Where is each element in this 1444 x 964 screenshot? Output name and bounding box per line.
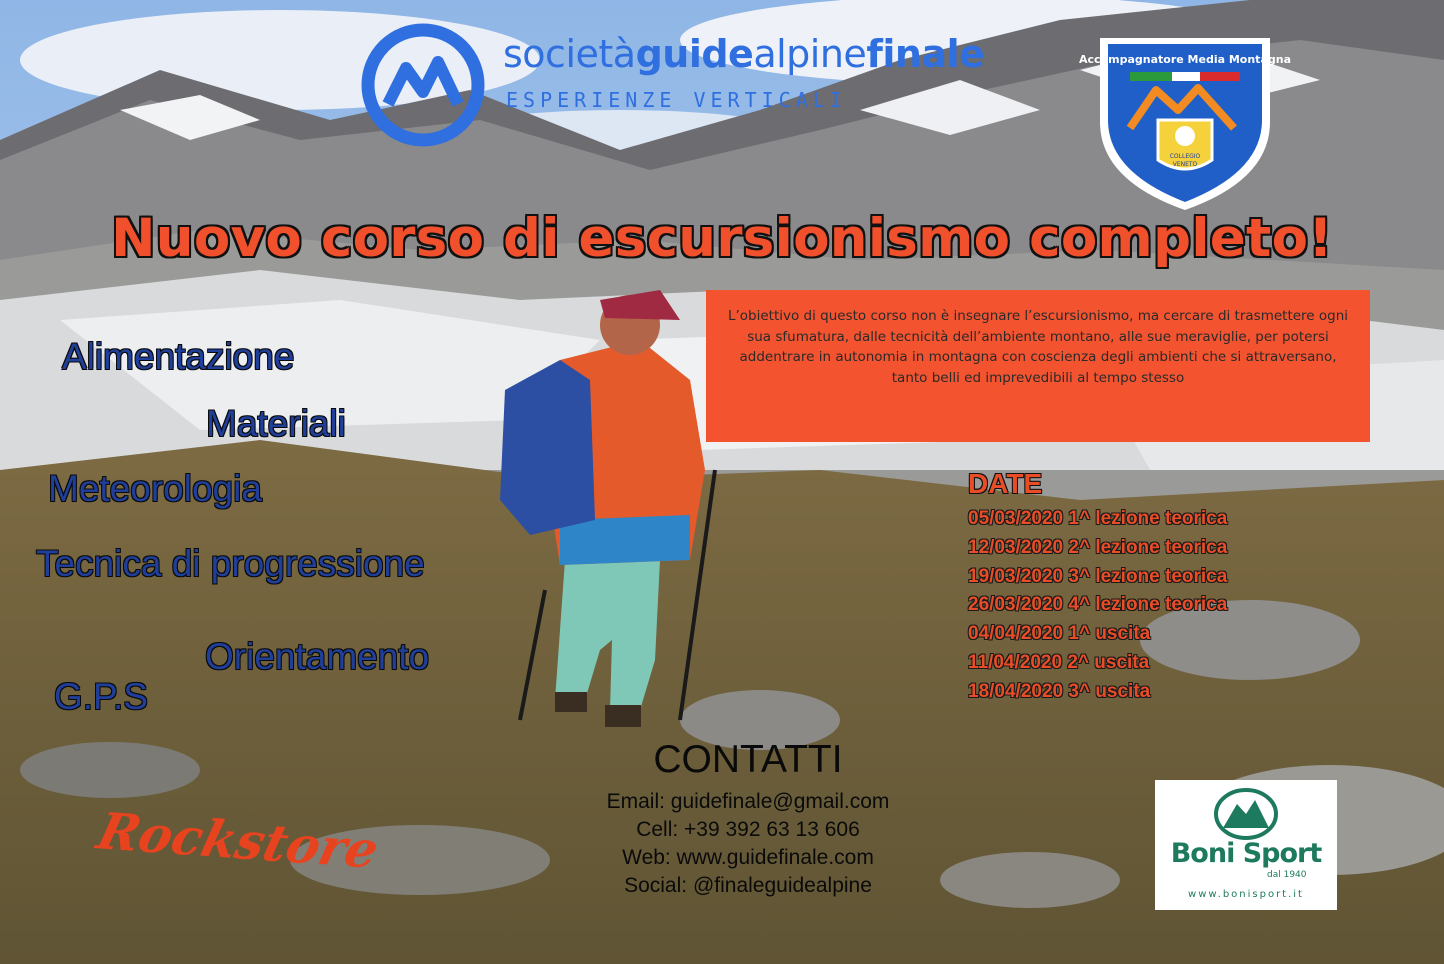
contact-web: Web: www.guidefinale.com [622, 846, 874, 869]
date-item: 04/04/2020 1^ uscita [968, 623, 1151, 645]
topic-tecnica-di-progressione: Tecnica di progressione [36, 543, 425, 584]
topic-alimentazione: Alimentazione [62, 336, 295, 377]
svg-text:COLLEGIO: COLLEGIO [1169, 153, 1201, 160]
dates-list [968, 505, 1227, 707]
boni-mountain-icon [1213, 788, 1279, 840]
collegio-badge-logo [1079, 30, 1291, 214]
svg-text:VENETO: VENETO [1172, 161, 1198, 168]
date-item: 18/04/2020 3^ uscita [968, 680, 1151, 702]
society-tagline: ESPERIENZE VERTICALI [506, 88, 847, 112]
date-item: 05/03/2020 1^ lezione teorica [968, 508, 1228, 529]
svg-text:Accompagnatore Media Montagna: Accompagnatore Media Montagna [1079, 53, 1291, 66]
page-title: Nuovo corso di escursionismo completo! [111, 208, 1333, 269]
mountain-logo-icon [360, 22, 486, 148]
date-item: 26/03/2020 4^ lezione teorica [968, 594, 1228, 616]
boni-sport-url: www.bonisport.it [1188, 889, 1304, 900]
boni-sport-name: Boni Sport [1170, 838, 1322, 869]
contact-social: Social: @finaleguidealpine [624, 874, 872, 897]
course-description: L’obiettivo di questo corso non è insegnare l’escursionismo, ma cercare di trasmettere ogni sua sfumatura, dalle tecnicità dell’ambiente montano, alle sue meraviglie, per potersi addentrare in autonomia in montagna con coscienza degli ambienti che si attraversano, tanto belli ed imprevedibili al tempo stesso [706, 290, 1370, 442]
rockstore-logo [91, 790, 385, 880]
date-item: 12/03/2020 2^ lezione teorica [968, 536, 1228, 558]
boni-sport-since: dal 1940 [1267, 870, 1307, 880]
contact-email: Email: guidefinale@gmail.com [606, 790, 890, 813]
topic-orientamento: Orientamento [205, 636, 430, 677]
contact-cell: Cell: +39 392 63 13 606 [636, 818, 860, 841]
dates-heading: DATE [968, 468, 1043, 499]
contacts-list [520, 788, 976, 900]
topic-gps: G.P.S [54, 676, 148, 717]
topic-materiali: Materiali [206, 403, 346, 444]
topic-meteorologia: Meteorologia [48, 468, 262, 509]
society-logo-text: societàguidealpinefinale [503, 32, 985, 76]
contacts-heading: CONTATTI [653, 738, 843, 781]
svg-text:Rockstore: Rockstore [91, 801, 385, 880]
date-item: 19/03/2020 3^ lezione teorica [968, 565, 1228, 587]
boni-sport-logo [1155, 780, 1337, 910]
date-item: 11/04/2020 2^ uscita [968, 651, 1150, 673]
